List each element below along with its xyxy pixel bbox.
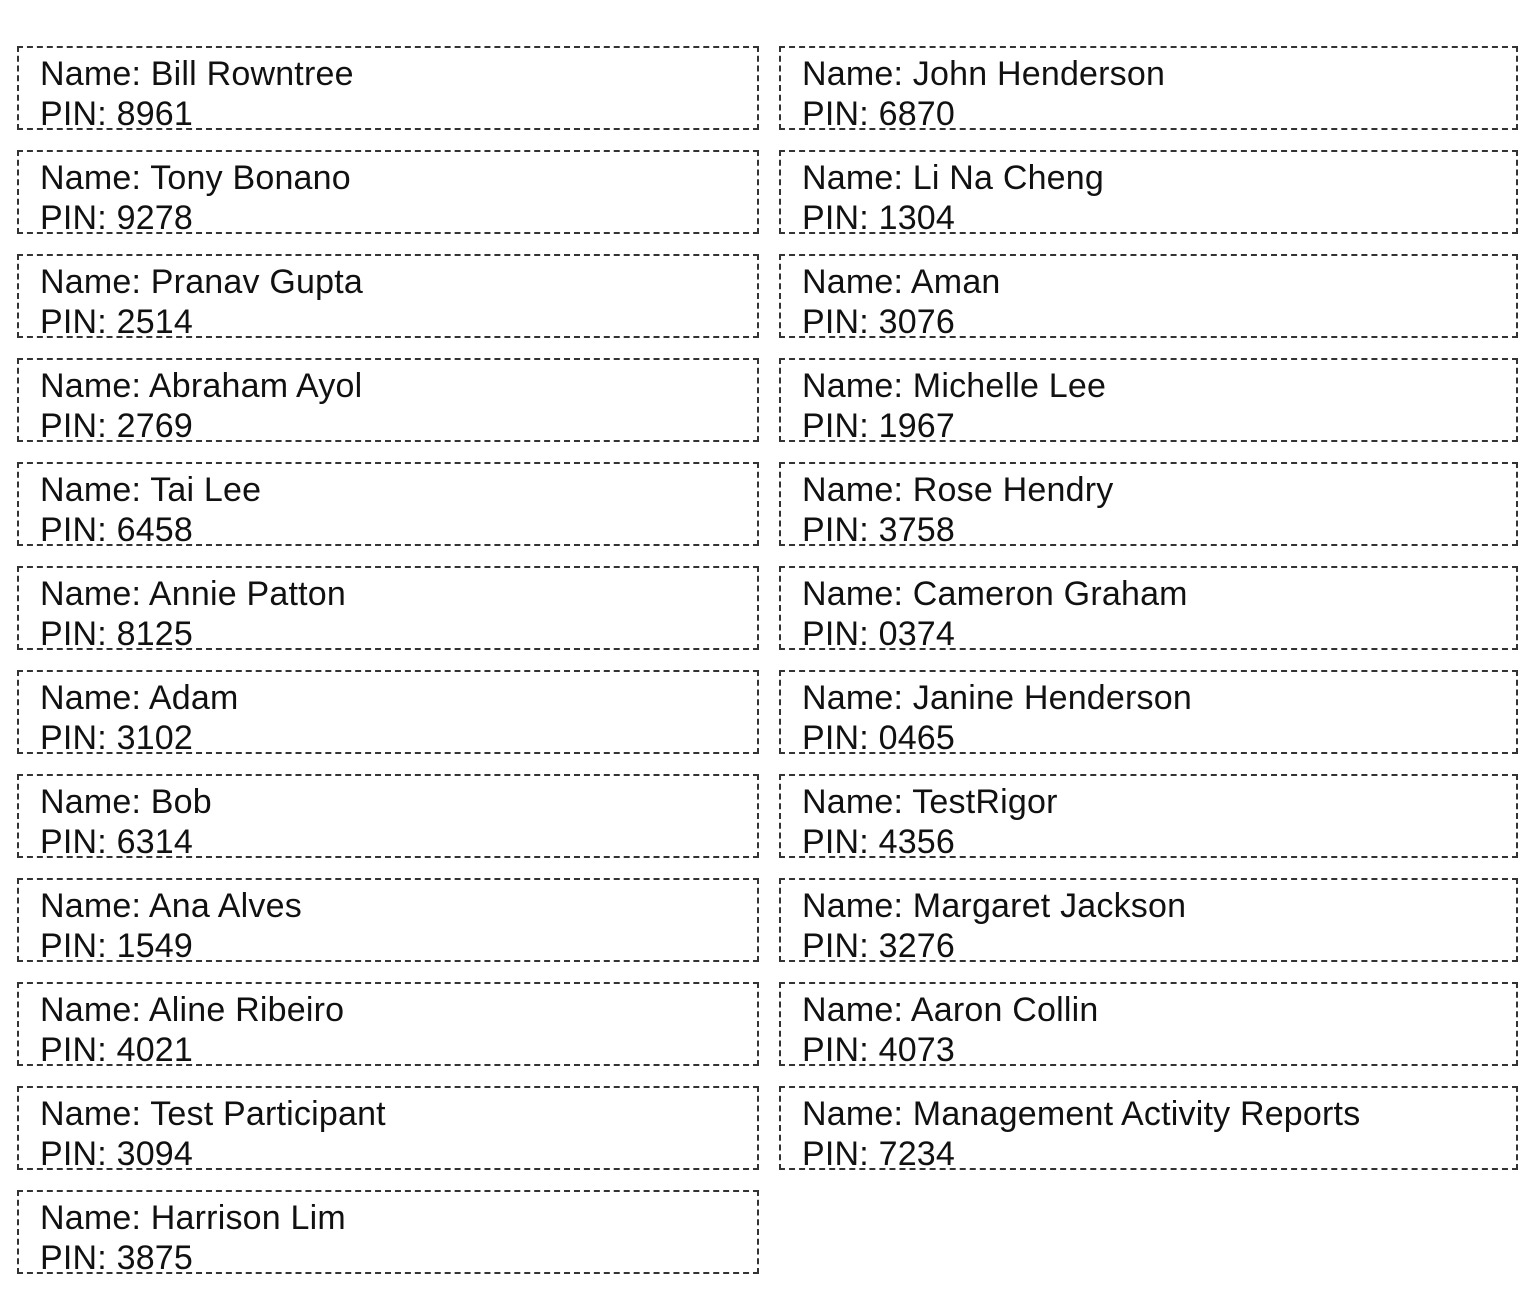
participant-name-line bbox=[40, 886, 757, 926]
pin-label: PIN: bbox=[40, 95, 107, 130]
participant-card bbox=[779, 774, 1518, 858]
participant-pin-line bbox=[802, 822, 1516, 858]
participant-pin: 3076 bbox=[878, 303, 956, 338]
pin-label: PIN: bbox=[40, 1135, 107, 1170]
participant-pin-line bbox=[802, 94, 1516, 130]
name-label: Name: bbox=[802, 575, 904, 613]
participant-name-line bbox=[802, 782, 1516, 822]
participant-name: Tai Lee bbox=[150, 471, 262, 509]
participant-name-line bbox=[40, 1094, 757, 1134]
participant-pin-line bbox=[40, 510, 757, 546]
participant-pin: 3102 bbox=[116, 719, 194, 754]
participant-card bbox=[779, 358, 1518, 442]
pin-label: PIN: bbox=[802, 1135, 869, 1170]
participant-card bbox=[779, 982, 1518, 1066]
participant-name: Annie Patton bbox=[148, 575, 347, 613]
participant-pin: 6458 bbox=[116, 511, 194, 546]
participant-name: Li Na Cheng bbox=[912, 159, 1105, 197]
pin-label: PIN: bbox=[802, 719, 869, 754]
name-label: Name: bbox=[802, 783, 904, 821]
name-label: Name: bbox=[802, 367, 904, 405]
participant-pin: 0465 bbox=[878, 719, 956, 754]
name-label: Name: bbox=[802, 1095, 904, 1133]
pin-label: PIN: bbox=[40, 199, 107, 234]
pin-label: PIN: bbox=[40, 823, 107, 858]
participant-name-line bbox=[802, 54, 1516, 94]
participant-pin: 6870 bbox=[878, 95, 956, 130]
participant-name: Test Participant bbox=[150, 1095, 386, 1133]
participant-card bbox=[17, 774, 759, 858]
participant-pin-line bbox=[802, 614, 1516, 650]
participant-card bbox=[17, 462, 759, 546]
participant-name: Janine Henderson bbox=[912, 679, 1192, 717]
name-label: Name: bbox=[40, 159, 142, 197]
participant-pin: 8961 bbox=[116, 95, 194, 130]
participant-pin-line bbox=[40, 718, 757, 754]
participant-pin-line bbox=[40, 406, 757, 442]
participant-card bbox=[779, 566, 1518, 650]
participant-pin: 6314 bbox=[116, 823, 194, 858]
participant-pin-line bbox=[802, 302, 1516, 338]
participant-name-line bbox=[802, 470, 1516, 510]
name-label: Name: bbox=[40, 367, 142, 405]
participant-name: Cameron Graham bbox=[912, 575, 1188, 613]
participant-pin-line bbox=[40, 614, 757, 650]
participant-pin: 1304 bbox=[878, 199, 956, 234]
participant-card bbox=[17, 254, 759, 338]
participant-card bbox=[779, 878, 1518, 962]
participant-pin: 9278 bbox=[116, 199, 194, 234]
participant-pin-line bbox=[802, 1030, 1516, 1066]
participant-name-line bbox=[802, 678, 1516, 718]
pin-label: PIN: bbox=[40, 1239, 107, 1274]
name-label: Name: bbox=[802, 991, 904, 1029]
participant-pin-line bbox=[40, 302, 757, 338]
participant-name: Tony Bonano bbox=[150, 159, 351, 197]
participant-pin-line bbox=[40, 1238, 757, 1274]
participant-card bbox=[17, 150, 759, 234]
participant-name: Aman bbox=[910, 263, 1001, 301]
pin-label: PIN: bbox=[802, 1031, 869, 1066]
participant-name: Bob bbox=[150, 783, 212, 821]
participant-name: Adam bbox=[148, 679, 239, 717]
participant-card bbox=[779, 1086, 1518, 1170]
participant-card bbox=[17, 982, 759, 1066]
pin-label: PIN: bbox=[802, 615, 869, 650]
participant-card bbox=[779, 462, 1518, 546]
participant-pin: 7234 bbox=[878, 1135, 956, 1170]
participant-name-line bbox=[40, 262, 757, 302]
name-label: Name: bbox=[40, 471, 142, 509]
pin-label: PIN: bbox=[802, 823, 869, 858]
participant-card bbox=[17, 566, 759, 650]
participant-name-line bbox=[802, 366, 1516, 406]
participant-name: Aaron Collin bbox=[910, 991, 1099, 1029]
participant-name-line bbox=[40, 1198, 757, 1238]
participant-pin-line bbox=[802, 926, 1516, 962]
participant-name-line bbox=[802, 262, 1516, 302]
name-label: Name: bbox=[802, 887, 904, 925]
participant-pin: 3758 bbox=[878, 511, 956, 546]
participant-pin-line bbox=[802, 718, 1516, 754]
participant-name-line bbox=[802, 886, 1516, 926]
name-label: Name: bbox=[40, 575, 142, 613]
pin-label: PIN: bbox=[40, 407, 107, 442]
participant-name-line bbox=[40, 470, 757, 510]
participant-card bbox=[779, 150, 1518, 234]
name-label: Name: bbox=[40, 783, 142, 821]
name-label: Name: bbox=[802, 263, 904, 301]
pin-label: PIN: bbox=[40, 511, 107, 546]
participant-name: John Henderson bbox=[912, 55, 1166, 93]
participant-pin-line bbox=[40, 198, 757, 234]
pin-label: PIN: bbox=[802, 927, 869, 962]
participant-name: Aline Ribeiro bbox=[148, 991, 345, 1029]
participant-name-line bbox=[40, 678, 757, 718]
participant-pin: 2769 bbox=[116, 407, 194, 442]
participant-pin: 3875 bbox=[116, 1239, 194, 1274]
participant-name: Abraham Ayol bbox=[148, 367, 363, 405]
pin-label: PIN: bbox=[40, 1031, 107, 1066]
participant-name-line bbox=[40, 366, 757, 406]
participant-name-line bbox=[802, 574, 1516, 614]
participant-card bbox=[17, 358, 759, 442]
participant-pin: 1967 bbox=[878, 407, 956, 442]
participant-name-line bbox=[802, 158, 1516, 198]
participant-name-line bbox=[40, 782, 757, 822]
participant-card bbox=[17, 878, 759, 962]
participant-name-line bbox=[40, 54, 757, 94]
name-label: Name: bbox=[40, 887, 142, 925]
participant-pin: 4073 bbox=[878, 1031, 956, 1066]
participant-name: Bill Rowntree bbox=[150, 55, 354, 93]
name-label: Name: bbox=[40, 991, 142, 1029]
participant-pin-line bbox=[802, 510, 1516, 546]
participant-card bbox=[17, 670, 759, 754]
participant-pin-line bbox=[40, 822, 757, 858]
participant-pin-line bbox=[802, 198, 1516, 234]
pin-label: PIN: bbox=[802, 511, 869, 546]
participant-pin: 2514 bbox=[116, 303, 194, 338]
participant-name: Margaret Jackson bbox=[912, 887, 1187, 925]
pin-label: PIN: bbox=[802, 303, 869, 338]
pin-label: PIN: bbox=[40, 615, 107, 650]
name-label: Name: bbox=[802, 159, 904, 197]
name-label: Name: bbox=[802, 55, 904, 93]
participant-pin-line bbox=[40, 1030, 757, 1066]
participant-pin-line bbox=[40, 94, 757, 130]
pin-label: PIN: bbox=[40, 303, 107, 338]
participant-card bbox=[17, 46, 759, 130]
participant-card bbox=[17, 1190, 759, 1274]
participant-card-grid bbox=[17, 46, 1518, 1274]
participant-pin: 4021 bbox=[116, 1031, 194, 1066]
participant-card bbox=[779, 46, 1518, 130]
participant-name-line bbox=[802, 990, 1516, 1030]
participant-name: Management Activity Reports bbox=[912, 1095, 1361, 1133]
participant-card bbox=[779, 670, 1518, 754]
participant-name: Pranav Gupta bbox=[150, 263, 363, 301]
pin-label: PIN: bbox=[802, 199, 869, 234]
participant-pin-line bbox=[802, 406, 1516, 442]
participant-card bbox=[779, 254, 1518, 338]
participant-card bbox=[17, 1086, 759, 1170]
participant-pin: 3276 bbox=[878, 927, 956, 962]
participant-pin-line bbox=[40, 1134, 757, 1170]
participant-name: Michelle Lee bbox=[912, 367, 1107, 405]
participant-pin: 8125 bbox=[116, 615, 194, 650]
participant-name-line bbox=[802, 1094, 1516, 1134]
participant-pin: 0374 bbox=[878, 615, 956, 650]
participant-name: Harrison Lim bbox=[150, 1199, 346, 1237]
participant-name-line bbox=[40, 574, 757, 614]
name-label: Name: bbox=[40, 1199, 142, 1237]
participant-name: Ana Alves bbox=[148, 887, 302, 925]
pin-label: PIN: bbox=[40, 927, 107, 962]
name-label: Name: bbox=[40, 263, 142, 301]
name-label: Name: bbox=[802, 679, 904, 717]
participant-pin: 3094 bbox=[116, 1135, 194, 1170]
participant-name: TestRigor bbox=[912, 783, 1058, 821]
participant-name-line bbox=[40, 158, 757, 198]
pin-label: PIN: bbox=[802, 95, 869, 130]
pin-label: PIN: bbox=[40, 719, 107, 754]
participant-pin: 1549 bbox=[116, 927, 194, 962]
participant-pin: 4356 bbox=[878, 823, 956, 858]
participant-pin-line bbox=[802, 1134, 1516, 1170]
name-label: Name: bbox=[40, 1095, 142, 1133]
participant-name: Rose Hendry bbox=[912, 471, 1114, 509]
name-label: Name: bbox=[40, 679, 142, 717]
name-label: Name: bbox=[802, 471, 904, 509]
name-label: Name: bbox=[40, 55, 142, 93]
pin-label: PIN: bbox=[802, 407, 869, 442]
participant-name-line bbox=[40, 990, 757, 1030]
participant-pin-line bbox=[40, 926, 757, 962]
